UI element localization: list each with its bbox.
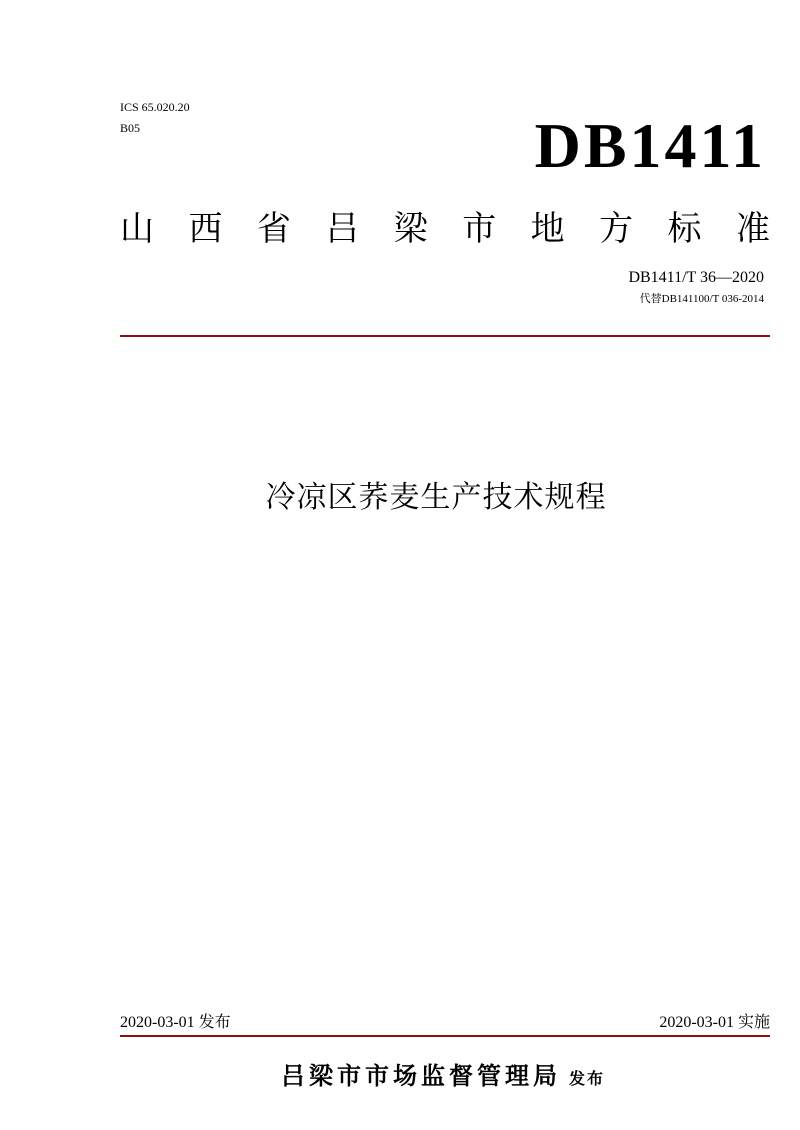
title-char: 西 xyxy=(188,209,223,249)
issue-date: 2020-03-01 发布 xyxy=(120,1014,231,1031)
standard-category-title xyxy=(120,207,770,251)
issuer-suffix: 发布 xyxy=(568,1069,605,1088)
top-divider xyxy=(120,335,770,337)
ics-code: ICS 65.020.20 xyxy=(120,100,190,114)
title-char: 方 xyxy=(599,209,634,249)
issuer-name: 吕梁市市场监督管理局 xyxy=(280,1062,561,1090)
standard-number: DB1411/T 36—2020 xyxy=(628,269,764,286)
title-char: 山 xyxy=(120,209,154,249)
issuer-line xyxy=(0,1060,800,1092)
ccs-code: B05 xyxy=(120,121,141,135)
title-char: 省 xyxy=(256,209,291,249)
title-char: 梁 xyxy=(393,209,428,249)
title-char: 标 xyxy=(667,209,702,249)
standard-code: DB1411 xyxy=(534,110,766,181)
implementation-date: 2020-03-01 实施 xyxy=(659,1014,770,1031)
title-char: 市 xyxy=(462,209,497,249)
title-char: 地 xyxy=(530,209,565,249)
title-char: 吕 xyxy=(325,209,360,249)
title-char: 准 xyxy=(735,209,770,249)
replaces-standard: 代替DB141100/T 036-2014 xyxy=(639,293,764,305)
document-title: 冷凉区荞麦生产技术规程 xyxy=(265,480,607,515)
bottom-divider xyxy=(120,1035,770,1037)
